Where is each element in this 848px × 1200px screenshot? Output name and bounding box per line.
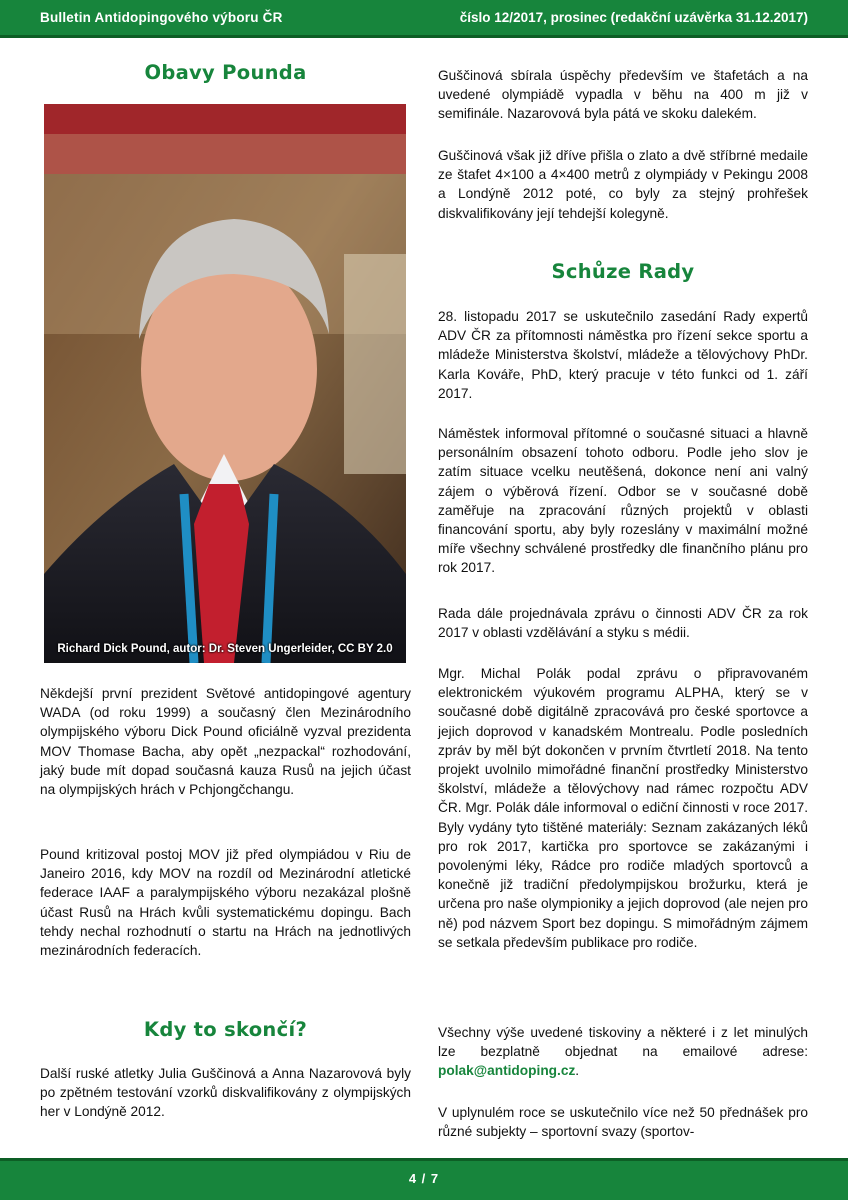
order-text: Všechny výše uvedené tiskoviny a některé i z let minulých lze bezplatně objednat na emailové adrese: (438, 1025, 808, 1060)
heading-obavy-pounda: Obavy Pounda (144, 61, 307, 84)
issue-info: číslo 12/2017, prosinec (redakční uzávěrka 31.12.2017) (459, 10, 808, 25)
paragraph-order-materials (438, 1023, 808, 1081)
footer-bar (0, 1158, 848, 1200)
paragraph-guscinova-medals: Guščinová však již dříve přišla o zlato a dvě stříbrné medaile ze štafet 4×100 a 4×400 metrů z olympiády v Pekingu 2008 a Londýně 2012 poté, co byly za stejný prohřešek diskvalifikovány její tehdejší kolegyně. (438, 148, 808, 221)
portrait-image (44, 104, 406, 663)
paragraph-pound-call: Někdejší první prezident Světové antidopingové agentury WADA (od roku 1999) a současný člen Mezinárodního olympijského výboru Dick Pound oficiálně vyzval prezidenta MOV Thomase Bacha, aby opět „nezpackal“ rozhodování, jaký bude mít dopad současná kauza Rusů na jejich účast na olympijských hrách v Pchjongčchangu. (40, 686, 411, 798)
paragraph-guscinova-relays: Guščinová sbírala úspěchy především ve štafetách a na uvedené olympiádě vypadla v běhu na 400 m již v semifinále. Nazarovová byla pátá ve skoku dalekém. (438, 68, 808, 122)
paragraph-education-report: Rada dále projednávala zprávu o činnosti ADV ČR za rok 2017 v oblasti vzdělávání a styku s médii. (438, 606, 808, 641)
paragraph-alpha-program: Mgr. Michal Polák podal zprávu o připravovaném elektronickém výukovém programu ALPHA, který se v současné době digitálně zpracovává pro české sportovce a jejich doprovod v kanadském Montrealu. Podle posledních zpráv by měl být dokončen v prvním čtvrtletí 2018. Na tento projekt uvolnilo mimořádné finanční prostředky Ministerstvo školství, mládeže a tělovýchovy nad rámec rozpočtu ADV ČR. Mgr. Polák dále informoval o ediční činnosti v roce 2017. Byly vydány tyto tištěné materiály: Seznam zakázaných léků pro rok 2017, kartička pro sportovce se zakázanými i povolenými léky, Rádce pro rodiče mladých sportovců a konečně již tradiční předolympijskou brožurku, která je určena pro naše olympioniky a jejich doprovod (ale nejen pro ně) pod názvem Sport bez dopingu. S mimořádným zájmem se setkala především publikace pro rodiče. (438, 666, 808, 950)
paragraph-deputy-report: Náměstek informoval přítomné o současné situaci a hlavně personálním obsazení tohoto odboru. Podle jeho slov je zatím situace vcelku neutěšená, dokonce není ani valný zájem o výběrová řízení. Odbor se v současné době zaměřuje na zpracování různých projektů v oblasti financování sportu, aby byly rozeslány v maximální možné míře všechny schválené prostředky dle finančního plánu pro rok 2017. (438, 426, 808, 576)
heading-schuze-rady: Schůze Rady (551, 260, 695, 283)
heading-kdy-to-skonci: Kdy to skončí? (143, 1018, 308, 1041)
portrait-photo (44, 104, 406, 663)
order-text-end: . (575, 1063, 580, 1079)
photo-caption: Richard Dick Pound, autor: Dr. Steven Ungerleider, CC BY 2.0 (57, 643, 393, 655)
email-link[interactable]: polak@antidoping.cz (438, 1063, 576, 1079)
paragraph-lectures: V uplynulém roce se uskutečnilo více než 50 přednášek pro různé subjekty – sportovní svazy (sportov- (438, 1105, 808, 1140)
paragraph-russian-athletes: Další ruské atletky Julia Guščinová a Anna Nazarovová byly po zpětném testování vzorků diskvalifikovány z olympijských her v Londýně 2012. (40, 1066, 411, 1120)
paragraph-council-meeting: 28. listopadu 2017 se uskutečnilo zasedání Rady expertů ADV ČR za přítomnosti náměstka pro řízení sekce sportu a mládeže Ministerstva školství, mládeže a tělovýchovy PhDr. Karla Kováře, PhD, který pracuje v této funkci od 1. září 2017. (438, 309, 808, 401)
page-number: 4 / 7 (408, 1171, 440, 1186)
bulletin-title: Bulletin Antidopingového výboru ČR (40, 10, 283, 25)
paragraph-pound-criticism: Pound kritizoval postoj MOV již před olympiádou v Riu de Janeiro 2016, kdy MOV na rozdíl od Mezinárodní atletické federace IAAF a paralympijského výboru nezakázal plošně účast Rusů na Hrách kvůli systematickému dopingu. Bach tehdy nechal rozhodnutí o startu na Hrách na jednotlivých mezinárodních federacích. (40, 847, 411, 959)
header-bar (0, 0, 848, 38)
